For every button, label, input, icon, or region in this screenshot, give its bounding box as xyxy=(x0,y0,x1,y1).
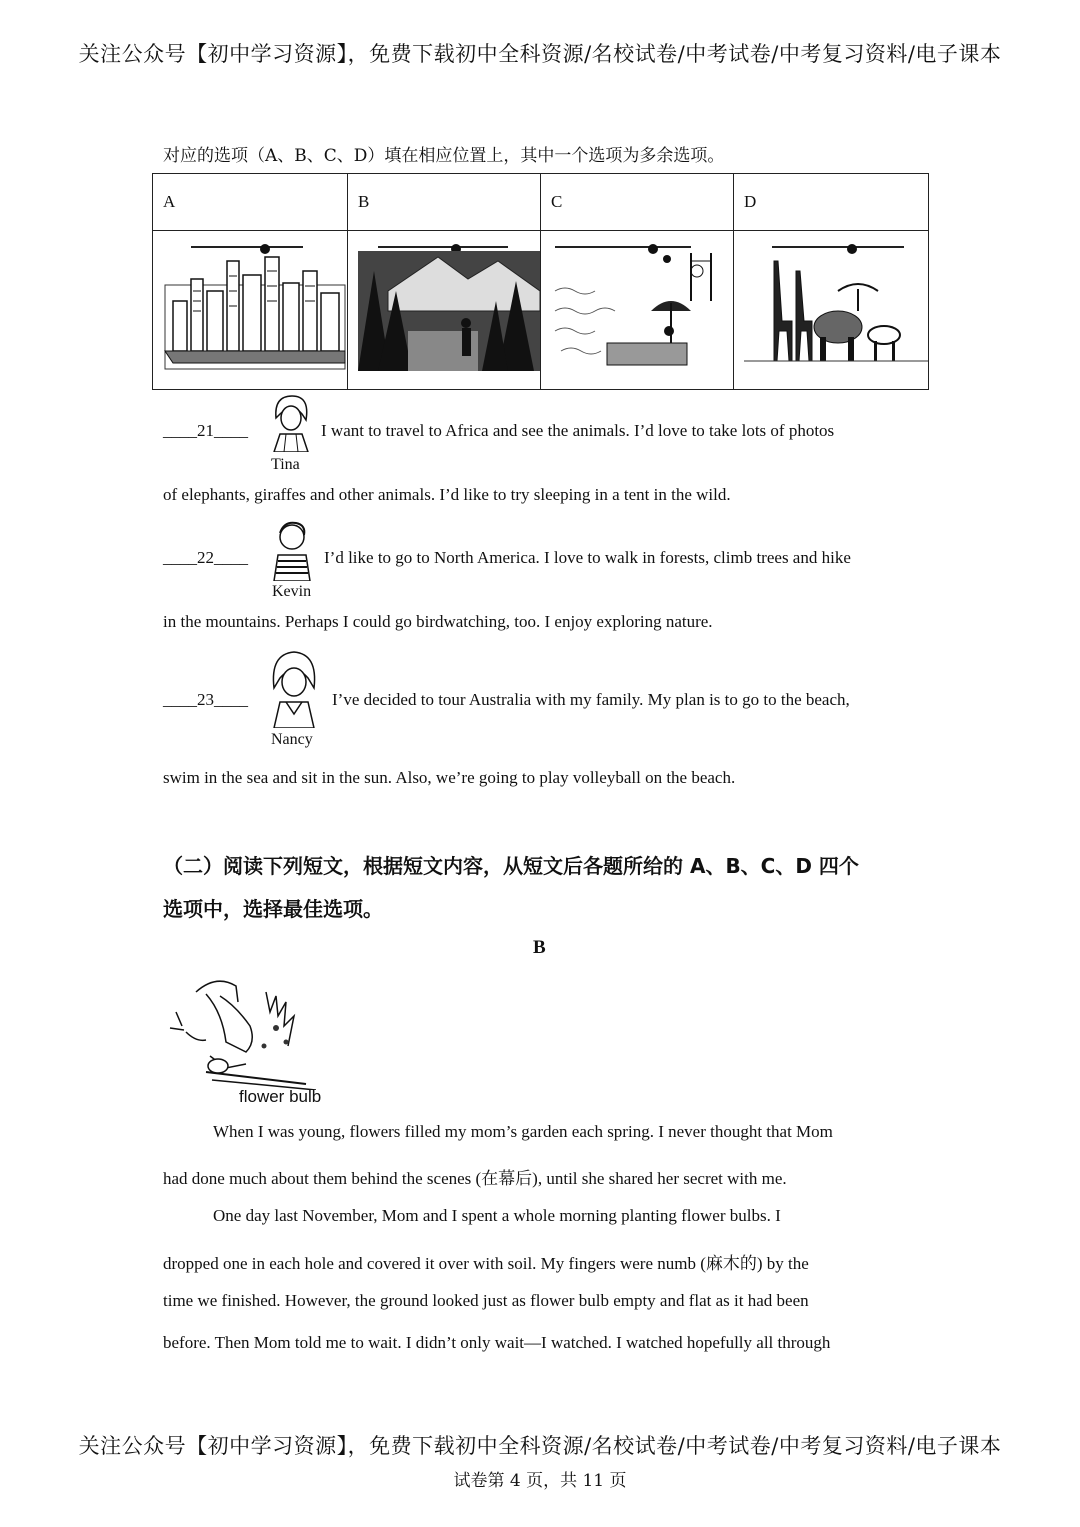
option-c-image xyxy=(541,231,734,390)
nancy-avatar xyxy=(264,648,324,728)
forest-illustration xyxy=(348,231,540,385)
option-d-label: D xyxy=(734,174,929,231)
passage-line-5: time we finished. However, the ground looked just as flower bulb empty and flat as it had been xyxy=(163,1291,809,1310)
option-b-label: B xyxy=(348,174,541,231)
blank-21[interactable]: ____21____ xyxy=(163,421,248,440)
passage-line-1: When I was young, flowers filled my mom’s garden each spring. I never thought that Mom xyxy=(213,1122,833,1141)
gardener-illustration xyxy=(166,972,316,1090)
option-c-label: C xyxy=(541,174,734,231)
section2-heading-line2: 选项中，选择最佳选项。 xyxy=(163,897,383,921)
beach-illustration xyxy=(541,231,733,385)
passage-line-4: dropped one in each hole and covered it over with soil. My fingers were numb (麻木的) by the xyxy=(163,1254,809,1273)
image-caption: flower bulb xyxy=(239,1087,322,1106)
wildlife-illustration xyxy=(734,231,928,385)
question-23-line1: I’ve decided to tour Australia with my family. My plan is to go to the beach, xyxy=(332,690,850,709)
instruction-text: 对应的选项（A、B、C、D）填在相应位置上，其中一个选项为多余选项。 xyxy=(163,146,725,166)
question-21-line1: I want to travel to Africa and see the animals. I’d love to take lots of photos xyxy=(321,421,835,440)
question-23-line2: swim in the sea and sit in the sun. Also, we’re going to play volleyball on the beach. xyxy=(163,768,736,787)
top-banner: 关注公众号【初中学习资源】，免费下载初中全科资源/名校试卷/中考试卷/中考复习资料/电子课本 xyxy=(78,42,1002,66)
city-illustration xyxy=(153,231,347,385)
question-21-line2: of elephants, giraffes and other animals. I’d like to try sleeping in a tent in the wild. xyxy=(163,485,731,504)
question-22-line1: I’d like to go to North America. I love to walk in forests, climb trees and hike xyxy=(324,548,851,567)
nancy-name: Nancy xyxy=(271,731,313,748)
blank-23[interactable]: ____23____ xyxy=(163,690,248,709)
option-a-image xyxy=(153,231,348,390)
page-number: 试卷第 4 页，共 11 页 xyxy=(453,1471,627,1491)
bottom-banner: 关注公众号【初中学习资源】，免费下载初中全科资源/名校试卷/中考试卷/中考复习资料/电子课本 xyxy=(78,1434,1002,1458)
option-b-image xyxy=(348,231,541,390)
section2-heading-line1: （二）阅读下列短文，根据短文内容，从短文后各题所给的 A、B、C、D 四个 xyxy=(163,854,859,878)
passage-line-2: had done much about them behind the scenes (在幕后), until she shared her secret with me. xyxy=(163,1169,787,1188)
passage-label: B xyxy=(533,937,546,958)
option-a-label: A xyxy=(153,174,348,231)
passage-line-3: One day last November, Mom and I spent a whole morning planting flower bulbs. I xyxy=(213,1206,781,1225)
option-d-image xyxy=(734,231,929,390)
kevin-avatar xyxy=(266,517,316,581)
tina-name: Tina xyxy=(271,456,300,473)
passage-line-6: before. Then Mom told me to wait. I didn’t only wait—I watched. I watched hopefully all through xyxy=(163,1333,831,1352)
tina-avatar xyxy=(266,392,316,452)
blank-22[interactable]: ____22____ xyxy=(163,548,248,567)
kevin-name: Kevin xyxy=(272,583,312,600)
question-22-line2: in the mountains. Perhaps I could go birdwatching, too. I enjoy exploring nature. xyxy=(163,612,713,631)
options-table xyxy=(152,173,929,390)
